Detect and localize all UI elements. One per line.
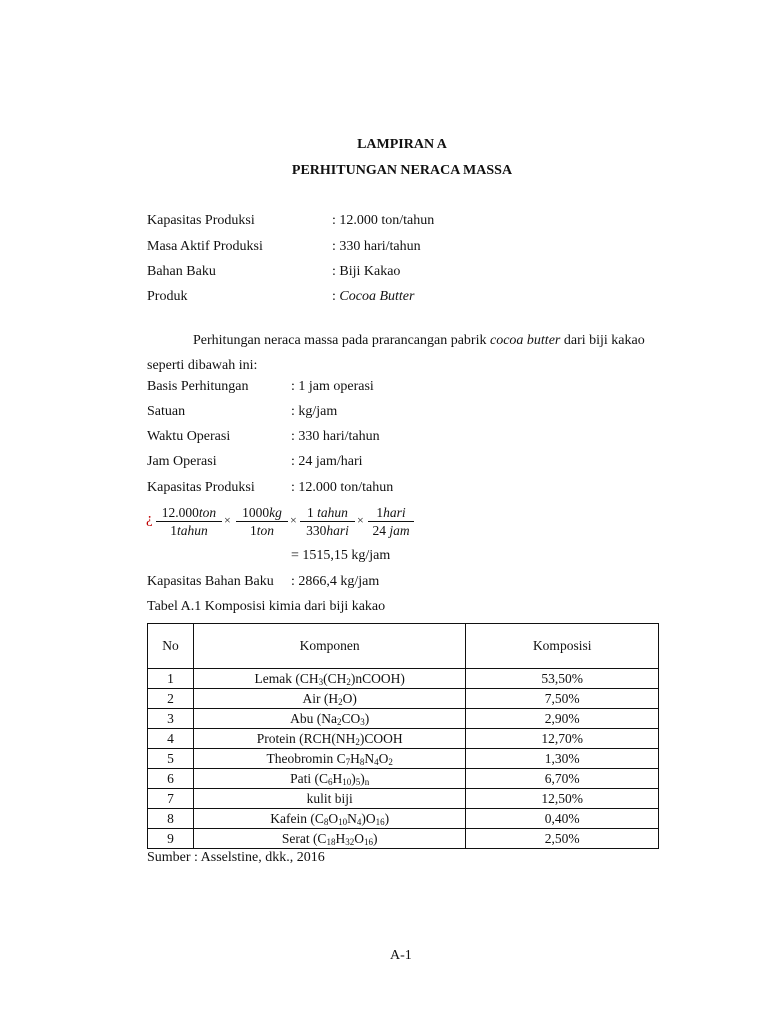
row-composition: 2,90% [466, 709, 659, 729]
fraction-year-days: 1 tahun 330hari [300, 504, 355, 539]
spec-value-capacity: : 12.000 ton/tahun [332, 213, 435, 228]
row-component: Air $(H_2O)$ [193, 689, 465, 709]
row-component: kulit biji [193, 789, 465, 809]
fraction-kg-per-ton: 1000kg 1ton [236, 504, 288, 539]
row-composition: 7,50% [466, 689, 659, 709]
table-row [148, 669, 659, 689]
row-component: Abu $(Na_2CO_3)$ [193, 709, 465, 729]
row-no: 4 [148, 729, 194, 749]
row-composition: 53,50% [466, 669, 659, 689]
table-caption: Tabel A.1 Komposisi kimia dari biji kakao [147, 599, 386, 614]
row-no: 2 [148, 689, 194, 709]
table-row [148, 689, 659, 709]
row-no: 1 [148, 669, 194, 689]
basis-value-operating-hours: : 24 jam/hari [291, 454, 363, 469]
table-row [148, 749, 659, 769]
table-row [148, 789, 659, 809]
row-composition: 0,40% [466, 809, 659, 829]
table-row [148, 809, 659, 829]
basis-label-unit: Satuan [147, 404, 186, 419]
table-row [148, 709, 659, 729]
row-component: Serat $(C_{18}H_{32}O_{16})$ [193, 829, 465, 849]
intro-paragraph: Perhitungan neraca massa pada prarancangan pabrik cocoa butter dari biji kakao seperti dibawah ini: [147, 333, 645, 373]
times-sign: × [290, 513, 297, 527]
basis-label-operating-hours: Jam Operasi [147, 454, 217, 469]
spec-label-capacity: Kapasitas Produksi [147, 213, 255, 228]
table-header-row [148, 624, 659, 669]
row-composition: 6,70% [466, 769, 659, 789]
row-composition: 12,50% [466, 789, 659, 809]
row-composition: 1,30% [466, 749, 659, 769]
spec-label-raw-material: Bahan Baku [147, 264, 216, 279]
row-no: 8 [148, 809, 194, 829]
row-component: Protein ($RCH(NH_2)COOH$ [193, 729, 465, 749]
composition-table [147, 623, 659, 849]
header-component: Komponen [193, 624, 465, 669]
table-row [148, 729, 659, 749]
row-no: 6 [148, 769, 194, 789]
appendix-title: LAMPIRAN A [357, 137, 447, 152]
row-no: 9 [148, 829, 194, 849]
row-component: Pati $(C_6H_{10})_5)_n$ [193, 769, 465, 789]
basis-label-calc: Basis Perhitungan [147, 379, 249, 394]
basis-value-unit: : kg/jam [291, 404, 338, 419]
row-no: 3 [148, 709, 194, 729]
spec-value-raw-material: : Biji Kakao [332, 264, 401, 279]
row-component: Theobromin $C_7H_8N_4O_2$ [193, 749, 465, 769]
fraction-day-hours: 1hari 24 jam [368, 504, 414, 539]
row-component: Lemak $(CH_3(CH_2)nCOOH)$ [193, 669, 465, 689]
raw-capacity-label: Kapasitas Bahan Baku [147, 574, 274, 589]
header-no: No [148, 624, 194, 669]
spec-label-product: Produk [147, 289, 188, 304]
row-no: 5 [148, 749, 194, 769]
basis-value-capacity: : 12.000 ton/tahun [291, 480, 394, 495]
spec-value-active-period: : 330 hari/tahun [332, 239, 421, 254]
row-component: Kafein $(C_8O_{10}N_4)O_{16}$) [193, 809, 465, 829]
section-title: PERHITUNGAN NERACA MASSA [291, 163, 513, 178]
table-source: Sumber : Asselstine, dkk., 2016 [147, 850, 325, 865]
table-row [148, 829, 659, 849]
basis-label-capacity: Kapasitas Produksi [147, 480, 255, 495]
header-composition: Komposisi [466, 624, 659, 669]
basis-value-operating-time: : 330 hari/tahun [291, 429, 380, 444]
times-sign: × [224, 513, 231, 527]
basis-label-operating-time: Waktu Operasi [147, 429, 231, 444]
page-number: A-1 [390, 948, 412, 963]
table-row [148, 769, 659, 789]
times-sign: × [357, 513, 364, 527]
fraction-capacity: 12.000ton 1tahun [156, 504, 222, 539]
row-no: 7 [148, 789, 194, 809]
raw-capacity-value: : 2866,4 kg/jam [291, 574, 380, 589]
equation-result: = 1515,15 kg/jam [291, 548, 391, 563]
basis-value-calc: : 1 jam operasi [291, 379, 374, 394]
spec-label-active-period: Masa Aktif Produksi [147, 239, 263, 254]
row-composition: 12,70% [466, 729, 659, 749]
spec-value-product: : Cocoa Butter [332, 289, 415, 304]
row-composition: 2,50% [466, 829, 659, 849]
equation-error-glyph: ¿ [146, 511, 153, 527]
